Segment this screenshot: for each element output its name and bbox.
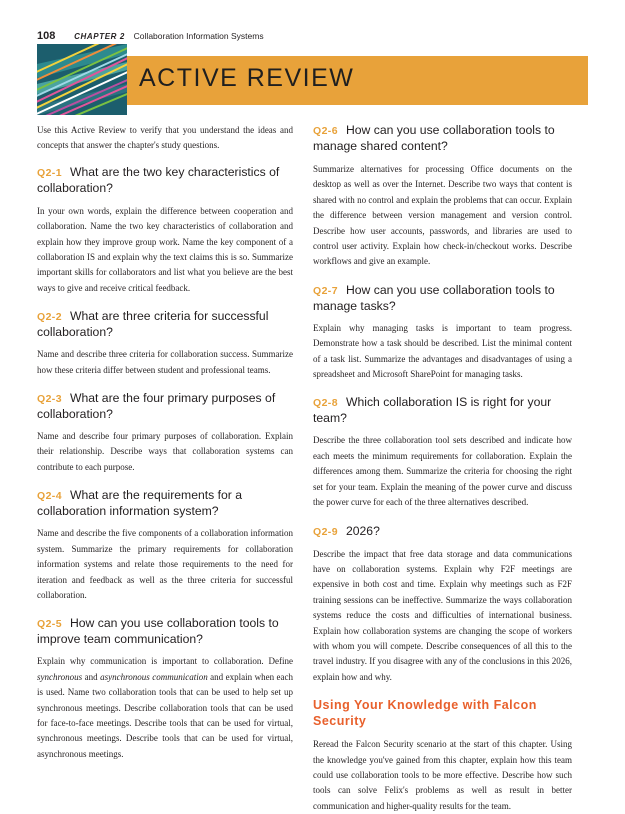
section-body: Summarize alternatives for processing Office documents on the desktop as well as over the Internet. Describe two ways that content is shared with no control and explain the problems that can occur. Explain the difference between version management and version control. Describe how user accounts, passwords, and libraries are used to control user activity. Explain how check-in/checkout works. Describe workflows and give an example. xyxy=(313,164,572,267)
question-text: 2026? xyxy=(345,523,380,538)
running-header xyxy=(37,30,264,42)
question-number: Q2-2 xyxy=(37,311,62,324)
question-heading-q2-9 xyxy=(313,524,572,540)
section-body: Name and describe the five components of a collaboration information system. Summarize the primary requirements for collaboration information systems and relate those requirements to the need for iteration and feedback as well as the three criteria for successful collaboration. xyxy=(37,528,293,600)
body-term: asynchronous communication xyxy=(100,671,208,682)
page-number: 108 xyxy=(37,30,56,42)
section-body: Describe the three collaboration tool sets described and indicate how each meets the minimum requirements for collaboration. Explain the differences among them. Summarize the criteria for choosing the right set for your team. Explain the meaning of the power curve and discuss the power curve for each of the three alternatives described. xyxy=(313,435,572,508)
body-text: and explain when each is used. Name two collaboration tools that can be used to help set up synchronous meetings. Describe collaboration tools that can be used for face-to-face meetings. Describe tools that can be used for virtual, synchronous meetings. Describe tools that can be used for virtual, asynchronous meetings. xyxy=(37,671,294,759)
section-body xyxy=(37,654,293,762)
question-text: How can you use collaboration tools to improve team communication? xyxy=(37,616,279,647)
question-heading-q2-7 xyxy=(313,283,572,314)
section-body: Name and describe four primary purposes of collaboration. Explain their relationship. Describe ways that collaboration systems can contribute to each purpose. xyxy=(37,431,293,472)
question-number: Q2-9 xyxy=(313,525,338,538)
knowledge-heading: Using Your Knowledge with Falcon Security xyxy=(313,698,537,729)
knowledge-body: Reread the Falcon Security scenario at the start of this chapter. Using the knowledge you've gained from this chapter, explain how this team could use collaboration tools to be more effective. Describe how such tools can solve Felix's problems as well as result in better communication and higher-quality results for the team. xyxy=(313,739,572,811)
section-body: In your own words, explain the difference between cooperation and collaboration. Name the two key characteristics of collaboration and explain how they improve group work. Name the key component of a collaboration IS and explain why the text claims this is so. Summarize important skills for collaborators and list what you believe are the best ways to give and receive critical feedback. xyxy=(37,205,293,293)
left-column xyxy=(37,123,293,762)
question-number: Q2-6 xyxy=(313,125,338,137)
question-heading-q2-8 xyxy=(313,395,572,426)
section-body: Explain why managing tasks is important to team progress. Demonstrate how a task should be described. List the minimal content of a task list. Summarize the advantages and disadvantages of using a spreadsheet and Microsoft SharePoint for managing tasks. xyxy=(313,322,572,380)
question-heading-q2-4 xyxy=(37,488,293,519)
question-heading-q2-1 xyxy=(37,165,293,196)
section-body: Describe the impact that free data storage and data communications have on collaboration systems. Explain why F2F meetings are expensive in both cost and time. Explain why meetings such as F2F training sessions can be ineffective. Summarize the ways collaboration systems reduce the costs and difficulties of international business. Explain how collaboration systems are changing the scope of workers with whom you will compete. Describe consequences of all this to the travel industry. If you disagree with any of the conclusions in this 2026, explain how and why. xyxy=(313,548,572,682)
intro-text: Use this Active Review to verify that you understand the ideas and concepts that answer the chapter's study questions. xyxy=(37,125,293,151)
abstract-lines-illustration xyxy=(37,44,127,115)
question-text: What are the four primary purposes of collaboration? xyxy=(37,391,276,422)
right-column xyxy=(313,123,572,814)
question-number: Q2-4 xyxy=(37,490,62,503)
question-text: What are three criteria for successful collaboration? xyxy=(37,309,269,340)
active-review-banner xyxy=(127,56,588,105)
question-heading-q2-2 xyxy=(37,309,293,340)
banner-decorative-image xyxy=(37,44,127,115)
body-term: synchronous xyxy=(37,671,83,682)
chapter-title: Collaboration Information Systems xyxy=(133,31,264,41)
question-heading-q2-3 xyxy=(37,391,293,422)
chapter-label: CHAPTER 2 xyxy=(74,32,125,41)
question-text: Which collaboration IS is right for your team? xyxy=(313,395,552,426)
question-number: Q2-5 xyxy=(37,618,62,631)
question-text: What are the two key characteristics of collaboration? xyxy=(37,164,280,195)
question-number: Q2-3 xyxy=(37,393,62,406)
body-text: and xyxy=(82,671,101,682)
question-number: Q2-8 xyxy=(313,397,338,410)
question-heading-q2-6 xyxy=(313,123,572,154)
question-text: How can you use collaboration tools to manage tasks? xyxy=(313,282,555,313)
banner-title: ACTIVE REVIEW xyxy=(139,64,355,92)
question-heading-q2-5 xyxy=(37,616,293,647)
section-body: Name and describe three criteria for collaboration success. Summarize how these criteria differ between student and professional teams. xyxy=(37,349,293,375)
question-number: Q2-1 xyxy=(37,166,62,179)
question-number: Q2-7 xyxy=(313,284,338,297)
question-text: How can you use collaboration tools to manage shared content? xyxy=(313,123,555,153)
body-text: Explain why communication is important to collaboration. Define xyxy=(37,656,293,667)
question-text: What are the requirements for a collaboration information system? xyxy=(37,488,243,519)
